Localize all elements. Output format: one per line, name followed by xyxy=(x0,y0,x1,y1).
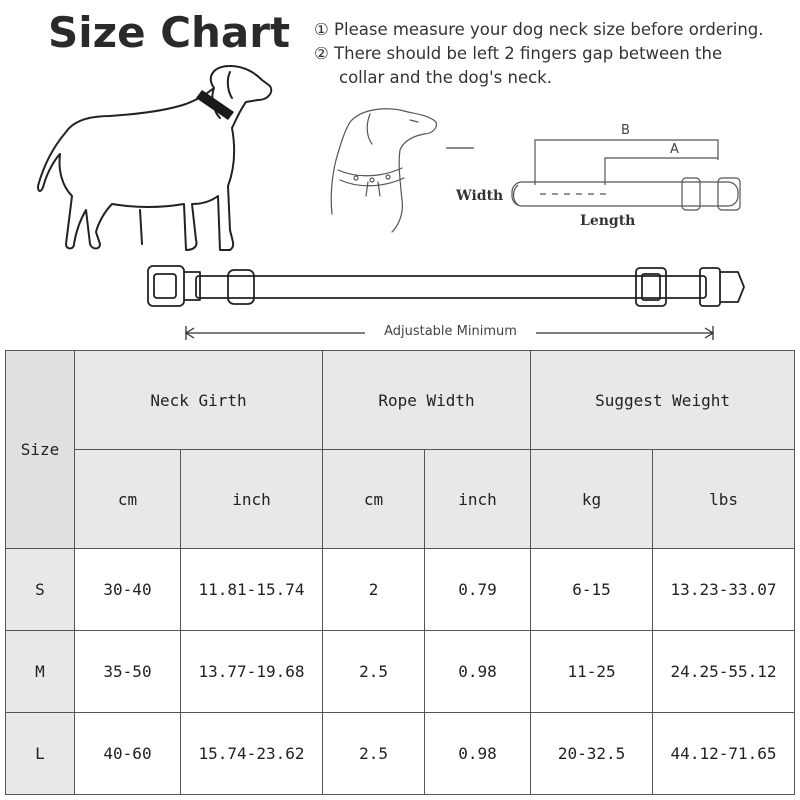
table-cell: 13.23-33.07 xyxy=(653,549,795,631)
table-cell: 2 xyxy=(323,549,425,631)
unit-neck-cm: cm xyxy=(75,450,181,549)
row-size-label: M xyxy=(6,631,75,713)
note-2-text: There should be left 2 fingers gap between the xyxy=(334,44,723,63)
table-cell: 15.74-23.62 xyxy=(181,713,323,795)
table-cell: 6-15 xyxy=(531,549,653,631)
adjustable-minimum-label: Adjustable Minimum xyxy=(368,324,533,339)
table-row xyxy=(6,631,795,713)
table-cell: 0.98 xyxy=(425,631,531,713)
illustrations xyxy=(0,0,800,350)
table-cell: 24.25-55.12 xyxy=(653,631,795,713)
dog-standing-illustration xyxy=(38,66,271,250)
unit-rope-cm: cm xyxy=(323,450,425,549)
dog-collar-mark xyxy=(196,90,234,120)
table-cell: 0.98 xyxy=(425,713,531,795)
table-cell: 2.5 xyxy=(323,713,425,795)
collar-measure-diagram xyxy=(512,140,740,210)
header-neck-girth: Neck Girth xyxy=(75,351,323,450)
note-2-marker: ② xyxy=(314,44,329,63)
label-width: Width xyxy=(456,188,504,204)
table-cell: 0.79 xyxy=(425,549,531,631)
page-title: Size Chart xyxy=(48,8,291,57)
table-row xyxy=(6,549,795,631)
label-length: Length xyxy=(580,213,636,229)
table-cell: 11.81-15.74 xyxy=(181,549,323,631)
note-1-marker: ① xyxy=(314,20,329,39)
dog-neck-sketch xyxy=(331,109,436,232)
table-cell: 40-60 xyxy=(75,713,181,795)
table-row xyxy=(6,713,795,795)
row-size-label: S xyxy=(6,549,75,631)
row-size-label: L xyxy=(6,713,75,795)
size-table xyxy=(5,350,795,795)
unit-weight-kg: kg xyxy=(531,450,653,549)
table-cell: 13.77-19.68 xyxy=(181,631,323,713)
table-cell: 35-50 xyxy=(75,631,181,713)
header-rope-width: Rope Width xyxy=(323,351,531,450)
table-cell: 11-25 xyxy=(531,631,653,713)
header-suggest-weight: Suggest Weight xyxy=(531,351,795,450)
header-size: Size xyxy=(6,351,75,549)
label-a: A xyxy=(670,142,679,157)
table-cell: 30-40 xyxy=(75,549,181,631)
note-1-text: Please measure your dog neck size before ordering. xyxy=(334,20,764,39)
table-cell: 20-32.5 xyxy=(531,713,653,795)
table-cell: 2.5 xyxy=(323,631,425,713)
note-2-continuation: collar and the dog's neck. xyxy=(339,68,552,87)
unit-weight-lbs: lbs xyxy=(653,450,795,549)
label-b: B xyxy=(621,123,630,138)
unit-neck-inch: inch xyxy=(181,450,323,549)
unit-rope-inch: inch xyxy=(425,450,531,549)
collar-strap-illustration xyxy=(148,266,744,306)
table-header-row xyxy=(6,351,795,450)
table-cell: 44.12-71.65 xyxy=(653,713,795,795)
table-units-row xyxy=(6,450,795,549)
